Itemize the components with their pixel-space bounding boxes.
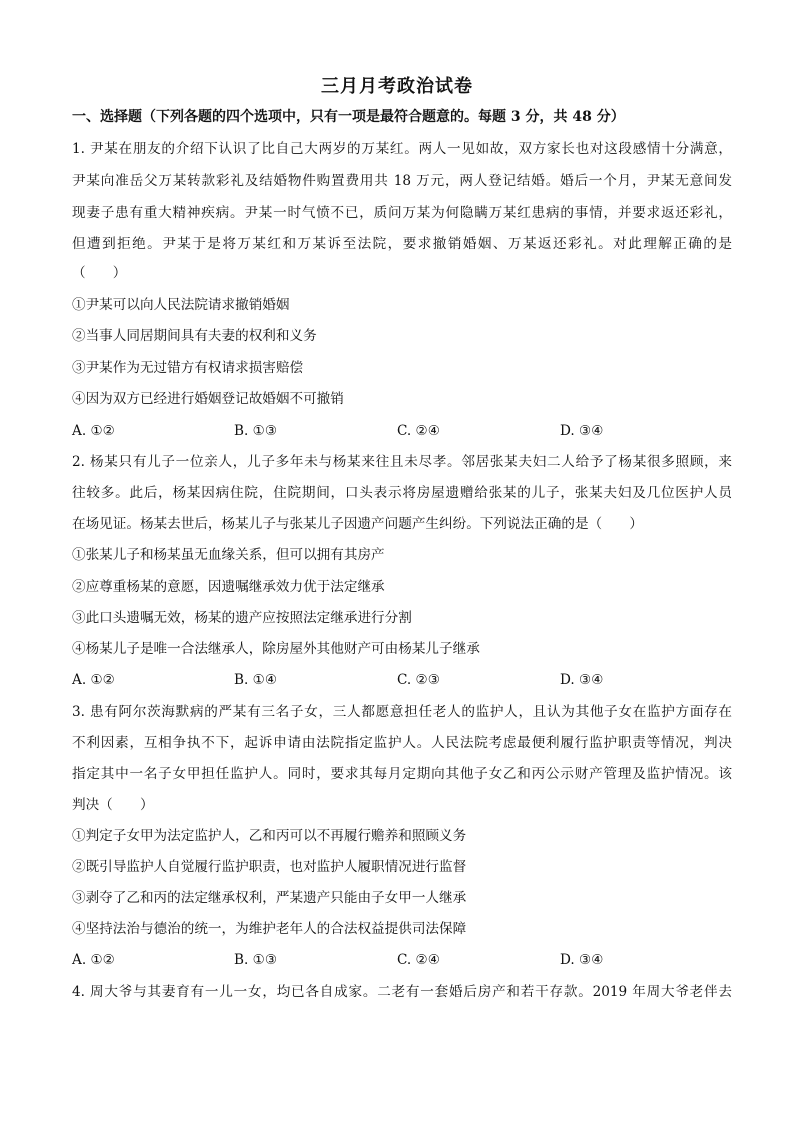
q1-choice-b: B. ①③ [234,423,278,439]
q1-option-2: ②当事人同居期间具有夫妻的权利和义务 [72,328,317,344]
q1-choice-d: D. ③④ [560,423,604,439]
q2-choice-a: A. ①② [72,672,115,688]
q3-choice-a: A. ①② [72,952,115,968]
q3-option-4: ④坚持法治与德治的统一，为维护老年人的合法权益提供司法保障 [72,921,467,937]
section-heading: 一、选择题（下列各题的四个选项中，只有一项是最符合题意的。每题 3 分，共 48 分） [72,109,625,125]
q3-option-2: ②既引导监护人自觉履行监护职责，也对监护人履职情况进行监督 [72,859,467,875]
q2-choice-c: C. ②③ [397,672,440,688]
q1-choice-c: C. ②④ [397,423,440,439]
q1-choice-a: A. ①② [72,423,115,439]
q3-choice-c: C. ②④ [397,952,440,968]
q2-option-2: ②应尊重杨某的意愿，因遗嘱继承效力优于法定继承 [72,579,385,595]
q2-choice-d: D. ③④ [560,672,604,688]
q3-option-3: ③剥夺了乙和丙的法定继承权利，严某遗产只能由子女甲一人继承 [72,890,467,906]
q2-line-3: 在场见证。杨某去世后，杨某儿子与张某儿子因遗产问题产生纠纷。下列说法正确的是（ ） [72,516,643,532]
q1-choices [72,421,732,441]
q2-line-1: 2. 杨某只有儿子一位亲人，儿子多年未与杨某来往且未尽孝。邻居张某夫妇二人给予了杨某很多照顾，来 [72,454,732,470]
q3-choices [72,950,732,970]
q3-line-3: 指定其中一名子女甲担任监护人。同时，要求其每月定期向其他子女乙和丙公示财产管理及监护情况。该 [72,766,732,782]
q1-option-1: ①尹某可以向人民法院请求撤销婚姻 [72,297,290,313]
q2-option-3: ③此口头遗嘱无效，杨某的遗产应按照法定继承进行分割 [72,610,412,626]
q4-line-1: 4. 周大爷与其妻育有一儿一女，均已各自成家。二老有一套婚后房产和若干存款。2019 年周大爷老伴去 [72,984,732,1000]
q2-choices [72,670,732,690]
q1-line-2: 尹某向准岳父万某转款彩礼及结婚物件购置费用共 18 万元，两人登记结婚。婚后一个月，尹某无意间发 [72,173,732,189]
q2-option-1: ①张某儿子和杨某虽无血缘关系，但可以拥有其房产 [72,547,385,563]
q3-choice-b: B. ①③ [234,952,278,968]
q3-choice-d: D. ③④ [560,952,604,968]
q3-option-1: ①判定子女甲为法定监护人，乙和丙可以不再履行赡养和照顾义务 [72,828,467,844]
q1-option-3: ③尹某作为无过错方有权请求损害赔偿 [72,360,304,376]
q2-option-4: ④杨某儿子是唯一合法继承人，除房屋外其他财产可由杨某儿子继承 [72,641,480,657]
q1-line-3: 现妻子患有重大精神疾病。尹某一时气愤不已，质问万某为何隐瞒万某红患病的事情，并要求返还彩礼， [72,205,732,221]
q3-line-4: 判决（ ） [72,797,154,813]
q1-line-1: 1. 尹某在朋友的介绍下认识了比自己大两岁的万某红。两人一见如故，双方家长也对这段感情十分满意， [72,141,732,157]
q1-line-4: 但遭到拒绝。尹某于是将万某红和万某诉至法院，要求撤销婚姻、万某返还彩礼。对此理解正确的是 [72,236,732,252]
q1-option-4: ④因为双方已经进行婚姻登记故婚姻不可撤销 [72,391,344,407]
q2-choice-b: B. ①④ [234,672,278,688]
q3-line-2: 不利因素，互相争执不下，起诉申请由法院指定监护人。人民法院考虑最便利履行监护职责等情况，判决 [72,735,732,751]
q2-line-2: 往较多。此后，杨某因病住院，住院期间，口头表示将房屋遗赠给张某的儿子，张某夫妇及几位医护人员 [72,485,732,501]
page-title: 三月月考政治试卷 [321,76,473,97]
q3-line-1: 3. 患有阿尔茨海默病的严某有三名子女，三人都愿意担任老人的监护人，且认为其他子女在监护方面存在 [72,704,732,720]
q1-answer-blank: （ ） [72,265,127,281]
